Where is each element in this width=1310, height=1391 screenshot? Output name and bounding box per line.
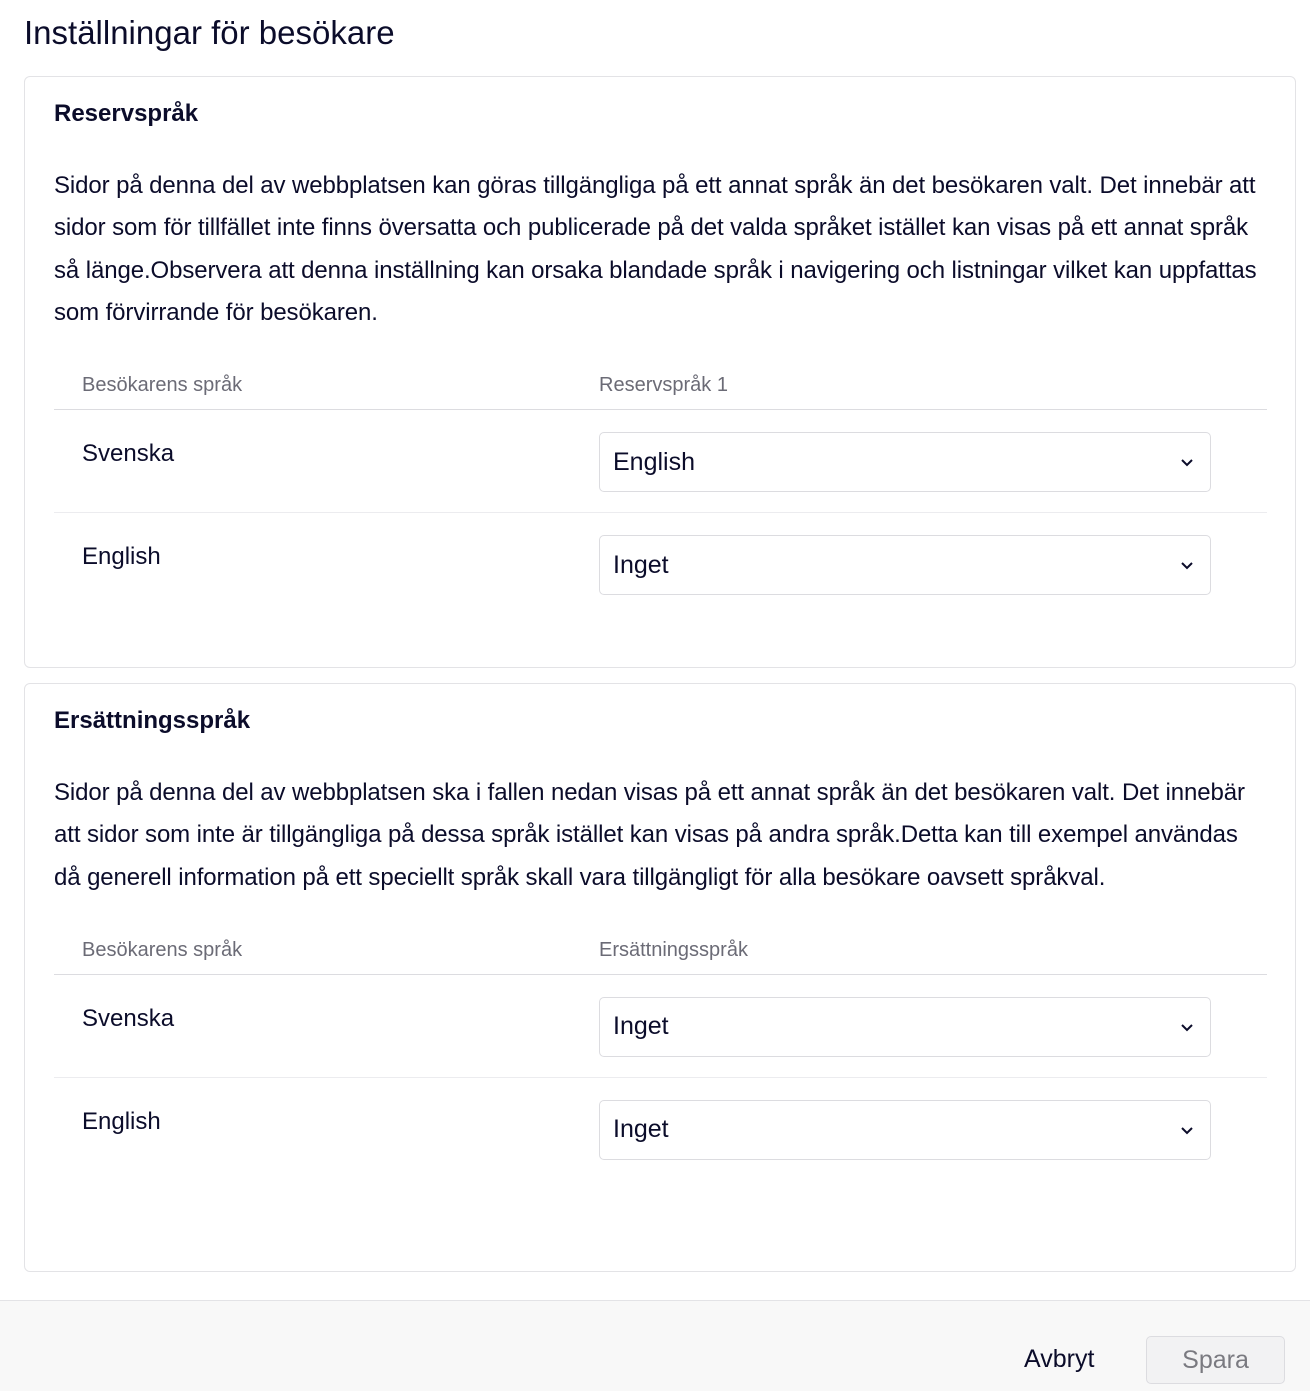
cancel-button[interactable]: Avbryt bbox=[1024, 1345, 1095, 1373]
table-row bbox=[54, 410, 1267, 513]
fallback-language-select[interactable] bbox=[599, 432, 1211, 492]
table-header bbox=[54, 374, 1267, 410]
section-heading: Ersättningsspråk bbox=[54, 707, 251, 734]
selected-value: Inget bbox=[613, 1012, 669, 1041]
replacement-language-card bbox=[24, 683, 1296, 1272]
chevron-down-icon bbox=[1178, 453, 1196, 471]
column-header: Besökarens språk bbox=[82, 374, 243, 397]
page-title: Inställningar för besökare bbox=[24, 14, 395, 51]
table-row bbox=[54, 975, 1267, 1078]
replacement-language-select[interactable] bbox=[599, 1100, 1211, 1160]
section-heading: Reservspråk bbox=[54, 100, 199, 127]
chevron-down-icon bbox=[1178, 1018, 1196, 1036]
visitor-language: English bbox=[82, 1107, 161, 1135]
column-header: Reservspråk 1 bbox=[599, 374, 728, 397]
table-row bbox=[54, 1078, 1267, 1181]
column-header: Ersättningsspråk bbox=[599, 938, 748, 961]
visitor-language: Svenska bbox=[82, 1004, 175, 1032]
table-row bbox=[54, 513, 1267, 616]
column-header: Besökarens språk bbox=[82, 938, 243, 961]
chevron-down-icon bbox=[1178, 1121, 1196, 1139]
section-description: Sidor på denna del av webbplatsen ska i fallen nedan visas på ett annat språk än det besökaren valt. Det innebär att sidor som inte är tillgängliga på dessa språk istället kan visas på andra språk.Detta kan till exempel användas då generell information på ett speciellt språk skall vara tillgängligt för alla besökare oavsett språkval. bbox=[54, 779, 1245, 891]
selected-value: Inget bbox=[613, 1115, 669, 1144]
replacement-language-select[interactable] bbox=[599, 997, 1211, 1057]
selected-value: English bbox=[613, 447, 695, 476]
table-header bbox=[54, 939, 1267, 975]
selected-value: Inget bbox=[613, 550, 669, 579]
fallback-language-card bbox=[24, 76, 1296, 668]
visitor-language: English bbox=[82, 543, 161, 571]
fallback-language-select[interactable] bbox=[599, 535, 1211, 595]
dialog-footer bbox=[0, 1300, 1310, 1391]
visitor-language: Svenska bbox=[82, 440, 175, 468]
section-description: Sidor på denna del av webbplatsen kan göras tillgängliga på ett annat språk än det besökaren valt. Det innebär att sidor som för tillfället inte finns översatta och publicerade på det valda språket istället kan visas på ett annat språk så länge.Observera att denna inställning kan orsaka blandade språk i navigering och listningar vilket kan uppfattas som förvirrande för besökaren. bbox=[54, 172, 1257, 326]
save-button[interactable]: Spara bbox=[1146, 1336, 1285, 1384]
chevron-down-icon bbox=[1178, 556, 1196, 574]
